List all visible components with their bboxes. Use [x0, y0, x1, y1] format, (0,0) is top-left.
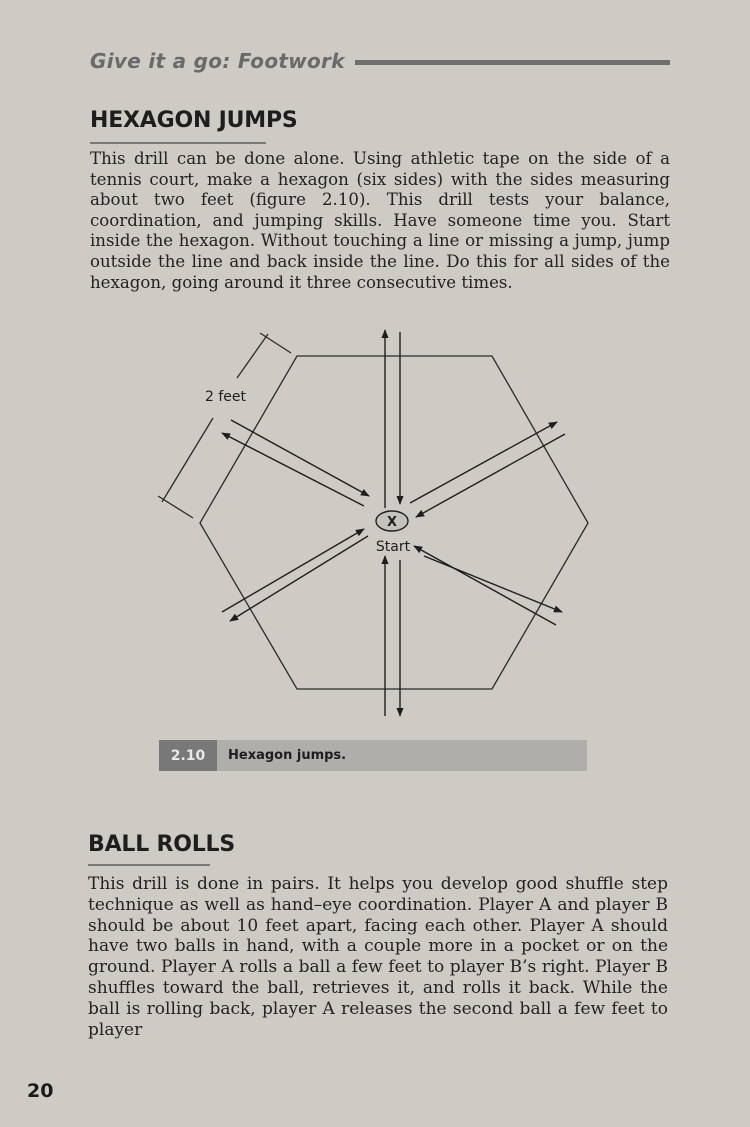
arrow-lower-left-out [230, 536, 368, 621]
figure-title: Hexagon jumps. [228, 748, 347, 763]
hexagon-jumps-paragraph: This drill can be done alone. Using athletic tape on the side of a tennis court, make a hexagon (six sides) with the sides measuring about two feet (figure 2.10). This drill tests your balance, coordination, and jumping skills. Have someone time you. Start inside the hexagon. Without touching a line or missing a jump, jump outside the line and back inside the line. Do this for all sides of the hexagon, going around it three consecutive times. [90, 149, 670, 292]
ball-rolls-paragraph: This drill is done in pairs. It helps you develop good shuffle step technique as well as hand–eye coordination. Player A and player B should be about 10 feet apart, facing each other. Player A should have two balls in hand, with a couple more in a pocket or on the ground. Player A rolls a ball a few feet to player B’s right. Player B shuffles toward the ball, retrieves it, and rolls it back. While the ball is rolling back, player A releases the second ball a few feet to player [88, 874, 668, 1040]
start-x-mark: X [386, 515, 398, 530]
dimension-label: 2 feet [205, 389, 247, 405]
arrow-upper-left-in [231, 420, 369, 496]
arrow-upper-right-out [410, 422, 557, 503]
dimension-line [158, 333, 291, 518]
section-title-hexagon-jumps: HEXAGON JUMPS [90, 108, 298, 133]
section-rule-ball-rolls [88, 864, 210, 866]
arrow-upper-left-out [222, 433, 364, 506]
figure-caption [159, 740, 587, 771]
page-number: 20 [27, 1080, 54, 1102]
figure-number: 2.10 [159, 740, 217, 771]
arrow-lower-right-out [424, 556, 562, 612]
arrow-lower-right-in [414, 546, 556, 625]
arrow-upper-right-in [416, 434, 565, 517]
arrow-lower-left-in [222, 529, 364, 612]
start-label: Start [375, 539, 411, 555]
running-head-title: Give it a go: Footwork [90, 49, 345, 73]
section-title-ball-rolls: BALL ROLLS [88, 832, 236, 857]
